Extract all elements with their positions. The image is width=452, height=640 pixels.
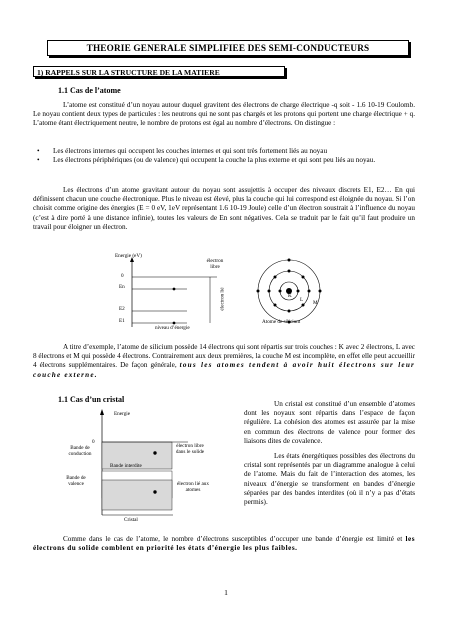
electron-m: [319, 290, 322, 293]
page-number: 1: [224, 588, 228, 597]
bound-electron-dot: [153, 490, 156, 493]
paragraph-band-filling-emphasis: les électrons du solide comblent en priorité les états d’énergie les plus faibles.: [33, 535, 415, 553]
electron-l: [274, 276, 277, 279]
paragraph-energy-states: Les états énergétiques possibles des électrons du cristal sont représentés par un diagramme analogue à celui de l’atome. Mais du fait de l’interaction des atomes, les niveaux d’énergie se transforment en bandes d’énergie séparées par des bandes interdites (où il n’y a pas d’états permis).: [244, 452, 415, 507]
electron-m: [288, 259, 291, 262]
paragraph-atom-intro: L’atome est constitué d’un noyau autour duquel gravitent des électrons de charge électrique -q soit - 1.6 10-19 Coulomb. Le noyau contient deux types de particules : les neutrons qui ne sont pas chargés et les protons qui portent une charge électrique + q. L’atome étant électriquement neutre, le nombre de protons est égal au nombre d’électrons. On distingue :: [33, 101, 415, 128]
energy-axis-label: Energie (eV): [115, 253, 142, 259]
section-heading: 1) RAPPELS SUR LA STRUCTURE DE LA MATIERE: [33, 66, 285, 77]
level-e1-label: E1: [119, 318, 125, 324]
electron-k: [279, 290, 282, 293]
shell-l-label: L: [300, 297, 304, 303]
paragraph-silicon: [33, 343, 415, 380]
valence-band-label: Bande de valence: [66, 475, 86, 487]
list-item: • Les électrons périphériques (ou de valence) qui occupent la couche la plus externe et qui sont peu liés au noyau.: [33, 156, 415, 165]
forbidden-band-label: Bande interdite: [110, 463, 142, 469]
zero-label: 0: [92, 439, 95, 445]
energy-axis-arrow: [100, 409, 104, 415]
electron-dot: [173, 288, 176, 291]
free-electron-label: électron libre dans le solide: [175, 443, 205, 455]
electron-l: [302, 276, 305, 279]
level-zero-label: 0: [121, 273, 124, 279]
paragraph-band-filling: [33, 535, 415, 553]
valence-band: [102, 480, 172, 510]
energy-label: Energie: [114, 411, 131, 417]
bound-electron-label: électron lié: [219, 287, 226, 311]
paragraph-silicon-emphasis: tous les atomes tendent à avoir huit électrons sur leur couche externe.: [33, 361, 416, 379]
subsection-atom-heading: 1.1 Cas de l’atome: [58, 86, 121, 95]
electron-l: [268, 290, 271, 293]
silicon-atom-caption: Atome de silicium: [262, 319, 301, 325]
crystal-label: Cristal: [124, 517, 138, 523]
level-en-label: En: [119, 284, 125, 290]
shell-k-label: K: [288, 293, 292, 299]
energy-level-label: niveau d’énergie: [155, 325, 190, 331]
paragraph-crystal: Un cristal est constitué d’un ensemble d’atomes dont les noyaux sont répartis dans l’espace de façon régulière. La cohésion des atomes est assurée par la mise en commun des électrons de valence pour former des liaisons dites de covalence.: [244, 400, 415, 445]
level-e2-label: E2: [119, 306, 125, 312]
electron-dot: [173, 322, 176, 325]
conduction-band-label: Bande de conduction: [68, 445, 92, 457]
free-electron-label: électron libre: [206, 258, 224, 270]
paragraph-silicon-text: A titre d’exemple, l’atome de silicium possède 14 électrons qui sont répartis sur trois couches : K avec 2 électrons, L avec 8 électrons et M qui possède 4 électrons. Contrairement aux deux premières, la couche M est incomplète, en effet elle peut accueillir 4 électrons supplémentaires. De façon générale,: [33, 343, 415, 370]
electron-m: [257, 290, 260, 293]
free-electron-dot: [153, 451, 156, 454]
shell-m-label: M: [313, 300, 318, 306]
electron-k: [297, 290, 300, 293]
document-title: THEORIE GENERALE SIMPLIFIEE DES SEMI-CONDUCTEURS: [47, 40, 409, 56]
electron-l: [288, 270, 291, 273]
electron-l: [274, 304, 277, 307]
bound-electron-label: électron lié aux atomes: [177, 481, 209, 493]
electron-l: [288, 310, 291, 313]
paragraph-energy-levels: Les électrons d’un atome gravitant autour du noyau sont assujettis à occuper des niveaux discrets E1, E2… En qui définissent chacun une couche électronique. Plus le niveau est élevé, plus la couche qui lui correspond est éloignée du noyau. Si l’on choisit comme origine des énergies (E = 0 eV, 1eV représentant 1.6 10-19 Joule) celle d’un électron soustrait à l’influence du noyau (c’est à dire porté à une distance infinie), toutes les valeurs de En sont négatives. Cela se traduit par le fait qu’il faut produire un travail pour éloigner un électron.: [33, 186, 415, 231]
paragraph-band-filling-text: Comme dans le cas de l’atome, le nombre d’électrons susceptibles d’occuper une bande d’énergie est limité et: [63, 535, 403, 543]
electron-l: [308, 290, 311, 293]
list-item: • Les électrons internes qui occupent les couches internes et qui sont très fortement liés au noyau: [33, 147, 415, 156]
electron-list: [33, 147, 415, 165]
subsection-crystal-heading: 1.1 Cas d’un cristal: [58, 395, 125, 404]
